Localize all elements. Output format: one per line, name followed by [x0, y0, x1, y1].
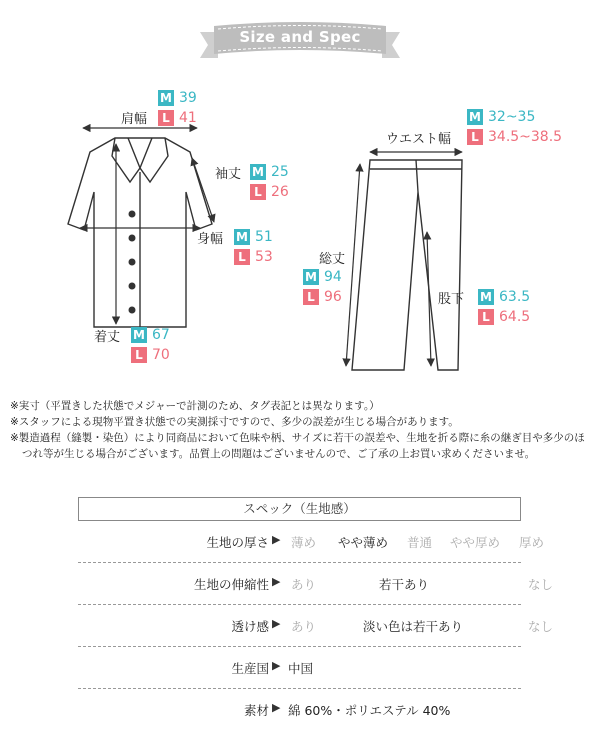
spec-row-thickness [78, 521, 545, 563]
chest-l-value: 53 [255, 249, 273, 265]
measurement-notes [10, 398, 595, 462]
chest-label: 身幅 [197, 232, 224, 247]
arrow-icon: ▶ [272, 701, 281, 714]
size-m-badge: M [131, 327, 147, 343]
total-m-value: 94 [324, 269, 342, 285]
waist-m-value: 32~35 [488, 109, 536, 125]
option-selected: 若干あり [379, 577, 430, 592]
arrow-icon: ▶ [272, 533, 281, 546]
row-label: 生地の厚さ [206, 535, 269, 550]
banner-title: Size and Spec [239, 28, 361, 46]
size-m-badge: M [467, 109, 483, 125]
option-selected: 淡い色は若干あり [363, 619, 464, 634]
length-l-value: 70 [152, 347, 170, 363]
spec-row-material [78, 689, 521, 730]
size-l-badge: L [303, 289, 319, 305]
arrow-icon: ▶ [272, 617, 281, 630]
note-item: ※スタッフによる現物平置き状態での実測採寸ですので、多少の誤差が生じる場合があります。 [10, 416, 459, 428]
sleeve-l-value: 26 [271, 184, 289, 200]
length-m-value: 67 [152, 327, 170, 343]
sleeve-label: 袖丈 [215, 167, 242, 182]
option: あり [291, 577, 317, 592]
size-m-badge: M [303, 269, 319, 285]
option: 厚め [519, 535, 545, 550]
arrow-icon: ▶ [272, 659, 281, 672]
total-l-value: 96 [324, 289, 342, 305]
sleeve-m-value: 25 [271, 164, 289, 180]
length-label: 着丈 [94, 330, 121, 345]
size-l-badge: L [467, 129, 483, 145]
note-item: ※実寸（平置きした状態でメジャーで計測のため、タグ表記とは異なります。） [10, 400, 380, 412]
size-l-badge: L [250, 184, 266, 200]
total-length-label: 総丈 [319, 252, 346, 267]
option: なし [528, 577, 554, 592]
spec-row-origin [78, 647, 521, 689]
inseam-label: 股下 [438, 292, 465, 307]
option: あり [291, 619, 317, 634]
shoulder-label: 肩幅 [121, 112, 148, 127]
size-l-badge: L [478, 309, 494, 325]
size-m-badge: M [234, 229, 250, 245]
inseam-m-value: 63.5 [499, 289, 531, 305]
arrow-icon: ▶ [272, 575, 281, 588]
inseam-l-value: 64.5 [499, 309, 531, 325]
shoulder-l-value: 41 [179, 110, 197, 126]
size-m-badge: M [158, 90, 174, 106]
size-m-badge: M [478, 289, 494, 305]
size-m-badge: M [250, 164, 266, 180]
material-value: 綿 60%・ポリエステル 40% [288, 703, 451, 718]
shirt-outline [68, 138, 212, 327]
size-l-badge: L [234, 249, 250, 265]
row-label: 透け感 [231, 619, 269, 634]
waist-l-value: 34.5~38.5 [488, 129, 563, 145]
row-label: 素材 [243, 703, 269, 718]
size-l-badge: L [131, 347, 147, 363]
fabric-spec-table [78, 497, 554, 730]
pants-outline [352, 160, 465, 370]
chest-m-value: 51 [255, 229, 273, 245]
spec-title: スペック（生地感） [78, 497, 521, 521]
option: やや厚め [450, 535, 501, 550]
option: なし [528, 619, 554, 634]
shoulder-m-value: 39 [179, 90, 197, 106]
spec-row-stretch [78, 563, 554, 605]
size-l-badge: L [158, 110, 174, 126]
waist-label: ウエスト幅 [386, 132, 452, 147]
option-selected: やや薄め [338, 535, 389, 550]
option: 普通 [407, 535, 433, 550]
origin-value: 中国 [288, 661, 314, 676]
row-label: 生産国 [231, 661, 269, 676]
option: 薄め [291, 535, 317, 550]
row-label: 生地の伸縮性 [193, 577, 269, 592]
note-item: ※製造過程（縫製・染色）により同商品において色味や柄、サイズに若干の誤差や、生地を折る際に糸の継ぎ目や多少のほつれ等が生じる場合がございます。品質上の問題はございませんので、ご了承の上お買い求めくださいませ。 [10, 432, 585, 460]
spec-row-sheer [78, 605, 554, 647]
